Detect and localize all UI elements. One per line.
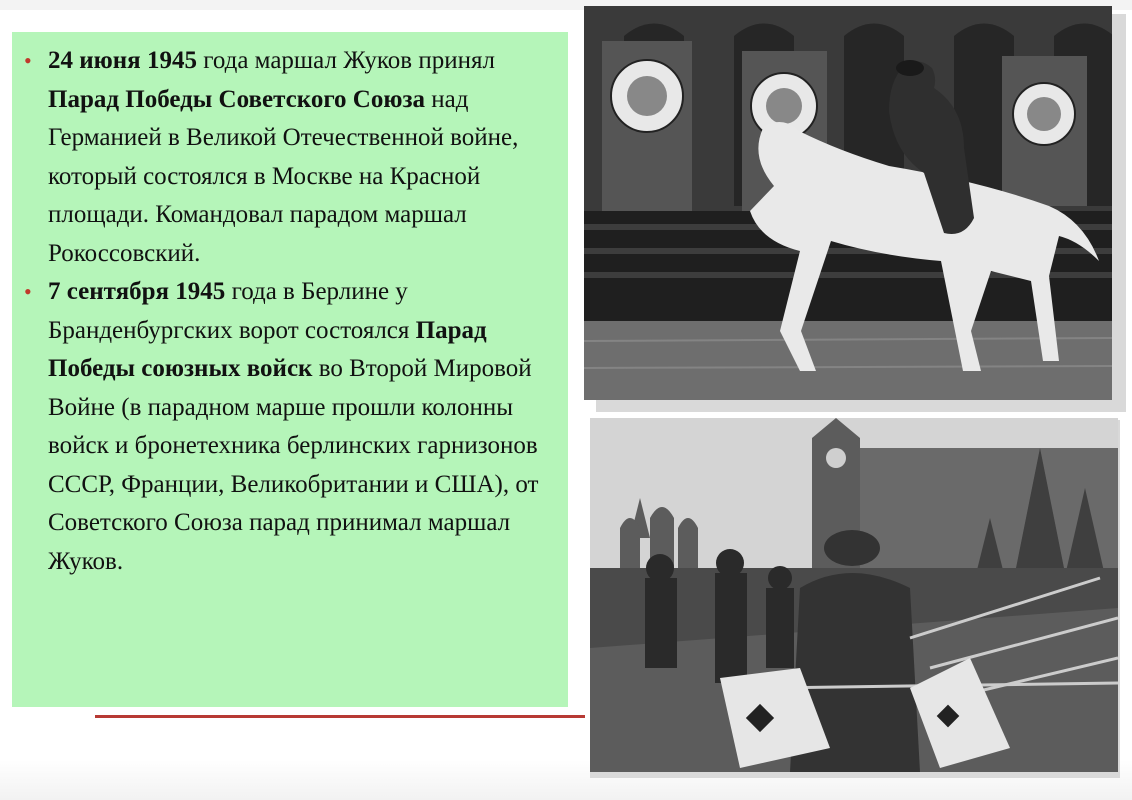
bullet-date: 7 сентября 1945 xyxy=(48,278,226,305)
bullet-event: Парад Победы союзных войск xyxy=(48,316,487,382)
bullet-item-2 xyxy=(24,273,546,581)
bullet-marker-icon: • xyxy=(24,279,32,304)
bullet-text: над Германией в Великой Отечественной войне, который состоялся в Москве на Красной площади. Командовал парадом маршал Рокоссовский. xyxy=(48,85,519,267)
bullet-event: Парад Победы Советского Союза xyxy=(48,85,426,113)
banners-lowered-photo xyxy=(590,418,1118,772)
divider-line xyxy=(95,715,585,718)
bullet-text: во Второй Мировой Войне (в парадном марше прошли колонны войск и бронетехника берлинских гарнизонов СССР, Франции, Великобритании и США), от Советского Союза парад принимал маршал Жуков. xyxy=(48,355,539,575)
bullet-item-1 xyxy=(24,42,546,273)
bullet-list xyxy=(24,42,546,581)
bullet-marker-icon: • xyxy=(24,48,32,73)
text-panel xyxy=(12,32,568,707)
parade-horseman-image xyxy=(584,6,1112,400)
bullet-text: года маршал Жуков принял xyxy=(196,47,495,74)
parade-horseman-photo xyxy=(584,6,1112,400)
banners-lowered-image xyxy=(590,418,1118,772)
bullet-date: 24 июня 1945 xyxy=(48,47,197,74)
bullet-text: года в Берлине у Бранденбургских ворот состоялся xyxy=(48,278,416,344)
